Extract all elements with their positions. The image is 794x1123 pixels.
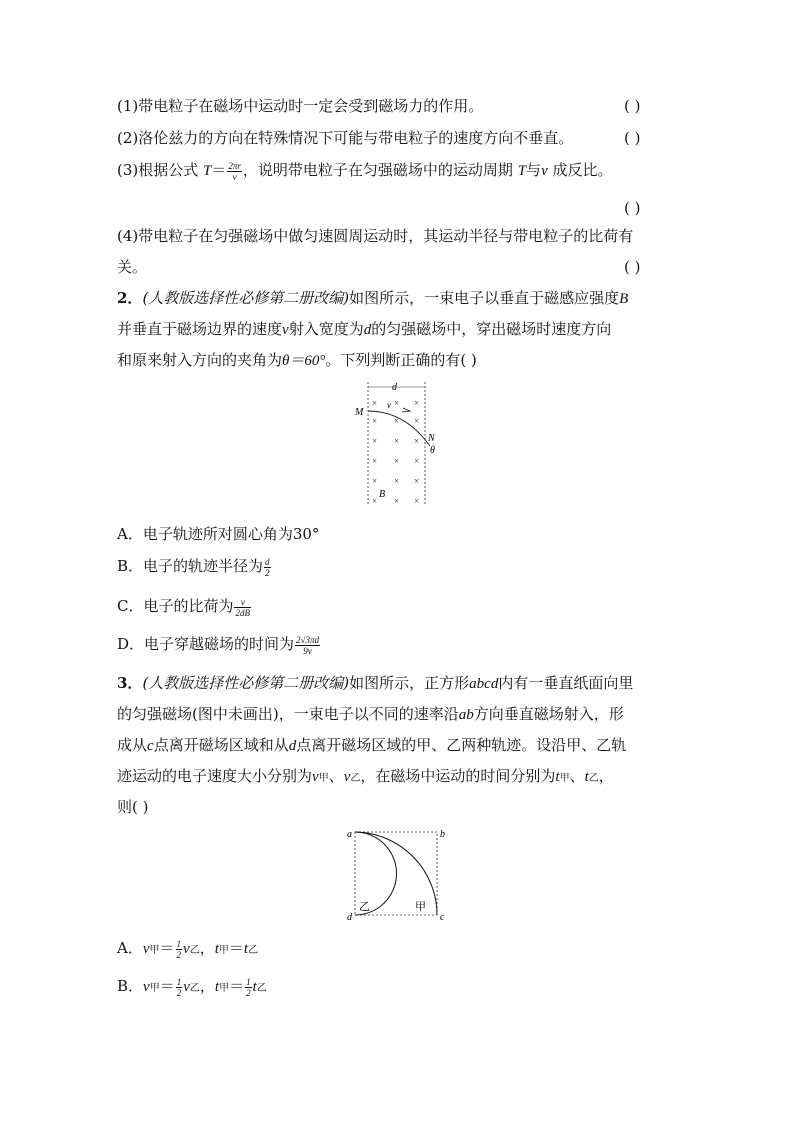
judge-item-1: (1)带电粒子在磁场中运动时一定会受到磁场力的作用。	[117, 97, 484, 115]
q2-magnetic-field-figure	[350, 378, 450, 510]
svg-text:×: ×	[414, 496, 420, 506]
svg-text:c: c	[440, 912, 445, 922]
q3-square-figure	[340, 822, 450, 922]
q3-line3: 成从c点离开磁场区域和从d点离开磁场区域的甲、乙两种轨迹。设沿甲、乙轨	[117, 736, 627, 754]
fig-label-N: N	[428, 433, 435, 444]
fig-label-B: B	[379, 489, 386, 500]
q2-option-C: C．电子的比荷为 $\frac{v}{2dB}$	[117, 596, 250, 618]
svg-text:×: ×	[372, 416, 378, 426]
q3-line2: 的匀强磁场(图中未画出)，一束电子以不同的速率沿ab方向垂直磁场射入，形	[117, 705, 624, 723]
q2-line2: 并垂直于磁场边界的速度v射入宽度为d的匀强磁场中，穿出磁场时速度方向	[117, 320, 612, 338]
q3-option-A: A．v甲＝ $\frac{1}{2}$ v乙，t甲＝t乙	[117, 938, 259, 960]
fig-label-M: M	[355, 407, 364, 418]
svg-text:×: ×	[414, 436, 420, 446]
judge-item-3: (3)根据公式 T＝ $\frac{2\pi r}{v}$ ，说明带电粒子在匀强磁场中的运动周期 T与v 成反比。	[117, 160, 613, 182]
svg-text:a: a	[347, 829, 352, 840]
svg-text:×: ×	[394, 476, 400, 486]
formula-T: $\frac{2\pi r}{v}$	[228, 160, 241, 182]
answer-paren-1: ( )	[624, 97, 641, 115]
q2-line1: 2．(人教版选择性必修第二册改编)如图所示，一束电子以垂直于磁感应强度B	[117, 289, 629, 307]
q2-option-A: A．电子轨迹所对圆心角为30°	[117, 525, 320, 543]
svg-text:×: ×	[372, 496, 378, 506]
svg-text:b: b	[440, 829, 445, 840]
fig-label-v: v	[387, 400, 391, 410]
svg-text:×: ×	[394, 456, 400, 466]
judge-item-4-line1: (4)带电粒子在匀强磁场中做匀速圆周运动时，其运动半径与带电粒子的比荷有	[117, 227, 634, 245]
svg-text:甲: 甲	[415, 901, 426, 913]
fig-label-theta: θ	[430, 445, 435, 456]
svg-text:×: ×	[372, 476, 378, 486]
q2-option-B: B．电子的轨迹半径为 $\frac{d}{2}$	[117, 556, 270, 578]
judge-item-2: (2)洛伦兹力的方向在特殊情况下可能与带电粒子的速度方向不垂直。	[117, 129, 574, 147]
fig-label-d: d	[392, 382, 397, 393]
svg-text:×: ×	[372, 456, 378, 466]
svg-text:×: ×	[414, 476, 420, 486]
judge-item-4-line2: 关。	[117, 258, 148, 276]
svg-text:×: ×	[372, 436, 378, 446]
svg-text:×: ×	[394, 416, 400, 426]
q3-line1: 3．(人教版选择性必修第二册改编)如图所示，正方形abcd内有一垂直纸面向里	[117, 674, 634, 692]
svg-text:×: ×	[414, 456, 420, 466]
svg-text:×: ×	[414, 416, 420, 426]
q3-line4: 迹运动的电子速度大小分别为v甲、v乙，在磁场中运动的时间分别为t甲、t乙，	[117, 767, 614, 785]
q2-line3: 和原来射入方向的夹角为θ＝60°。下列判断正确的有( )	[117, 351, 477, 369]
svg-text:×: ×	[394, 436, 400, 446]
svg-text:×: ×	[394, 398, 400, 408]
svg-text:d: d	[347, 912, 352, 922]
svg-text:×: ×	[394, 496, 400, 506]
q3-line5: 则( )	[117, 798, 149, 816]
answer-paren-4: ( )	[624, 258, 641, 276]
q3-option-B: B．v甲＝ $\frac{1}{2}$ v乙，t甲＝ $\frac{1}{2}$ t乙	[117, 976, 267, 998]
svg-text:×: ×	[372, 398, 378, 408]
svg-text:×: ×	[414, 398, 420, 408]
answer-paren-3: ( )	[624, 199, 641, 217]
answer-paren-2: ( )	[624, 129, 641, 147]
q2-option-D: D．电子穿越磁场的时间为 $\frac{2√3\pi d}{9v}$	[117, 634, 319, 656]
svg-text:乙: 乙	[359, 901, 370, 913]
